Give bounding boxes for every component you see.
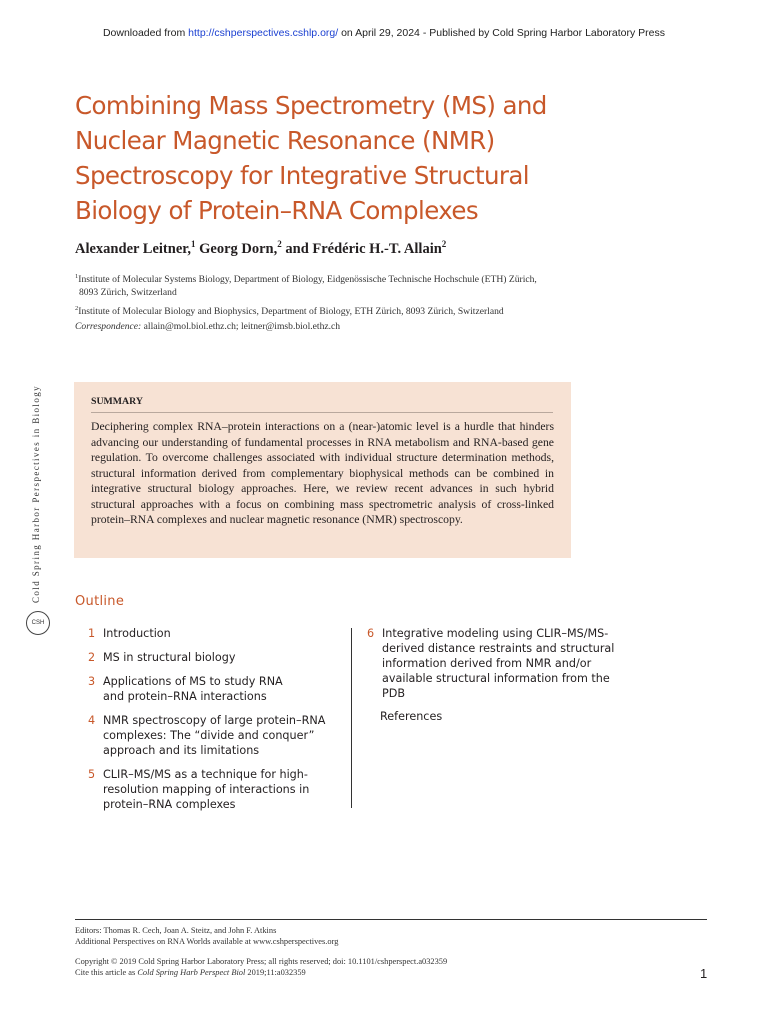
cite-journal: Cold Spring Harb Perspect Biol [137,968,246,977]
outline-item-number: 4 [88,714,96,727]
outline-item-label: Introduction [103,627,171,640]
journal-sidebar [31,385,45,645]
affil-number: 1 [75,273,79,280]
author-name: Alexander Leitner, [75,240,191,257]
title-line: Combining Mass Spectrometry (MS) and [75,91,547,120]
correspondence-emails[interactable]: allain@mol.biol.ethz.ch; leitner@imsb.biol.ethz.ch [141,321,341,332]
outline-item-number: 1 [88,627,96,640]
outline-references[interactable]: References [380,710,443,723]
outline-item[interactable] [88,674,293,704]
author-list [75,239,446,258]
outline-heading: Outline [75,594,125,609]
outline-item[interactable] [88,650,338,665]
footer-divider [75,919,707,920]
affiliation-1 [75,270,595,299]
outline-item-label: CLIR–MS/MS as a technique for high-resolution mapping of interactions in protein–RNA complexes [103,768,310,811]
title-line: Spectroscopy for Integrative Structural [75,161,530,190]
page-number: 1 [700,966,708,981]
copyright-line: Copyright © 2019 Cold Spring Harbor Laboratory Press; all rights reserved; doi: 10.1101/cshperspect.a032359 [75,957,448,966]
title-line: Biology of Protein–RNA Complexes [75,196,479,225]
outline-item[interactable] [88,767,328,812]
affil-text: Institute of Molecular Biology and Biophysics, Department of Biology, ETH Zürich, 8093 Zürich, Switzerland [78,306,504,318]
csh-logo-icon: CSH [26,611,50,635]
outline-item-label: Applications of MS to study RNA and protein–RNA interactions [103,675,283,703]
outline-item-number: 6 [367,627,375,640]
author-name: and Frédéric H.-T. Allain [281,240,442,257]
outline-item-label: NMR spectroscopy of large protein–RNA complexes: The “divide and conquer” approach and its limitations [103,714,326,757]
author-affil-ref: 1 [191,239,196,249]
outline-item[interactable] [88,626,338,641]
summary-divider [91,412,553,413]
citation-line [75,967,306,978]
author-affil-ref: 2 [441,239,447,249]
summary-text: Deciphering complex RNA–protein interactions on a (near-)atomic level is a hurdle that hinders advancing our understanding of fundamental processes in RNA metabolism and RNA-based gene regulation. To overcome challenges associated with individual structure determination methods, structural information derived from complementary biophysical methods can be combined in integrative structural biology approaches. Here, we review recent advances in such hybrid structural approaches with a focus on combining mass spectrometric analysis of cross-linked protein–RNA complexes and nuclear magnetic resonance (NMR) spectroscopy. [91,420,554,526]
outline-item-number: 5 [88,768,96,781]
article-title [75,88,595,228]
outline-item-label: Integrative modeling using CLIR–MS/MS-derived distance restraints and structural information derived from NMR and/or available structural information from the PDB [382,627,615,700]
affil-text: 8093 Zürich, Switzerland [79,287,177,299]
download-suffix: on April 29, 2024 - Published by Cold Spring Harbor Laboratory Press [338,27,666,39]
title-line: Nuclear Magnetic Resonance (NMR) [75,126,495,155]
outline-item-label: MS in structural biology [103,651,236,664]
outline-column-right [367,626,650,723]
download-link[interactable]: http://cshperspectives.cshlp.org/ [188,27,339,39]
outline-column-left [88,626,338,821]
column-divider [351,628,352,808]
outline-item-number: 3 [88,675,96,688]
author-affil-ref: 2 [277,239,282,249]
affiliation-2 [75,302,595,318]
affil-text: Institute of Molecular Systems Biology, Department of Biology, Eidgenössische Technische Hochschule (ETH) Zürich, [78,274,537,286]
correspondence [75,320,595,333]
outline-item-number: 2 [88,651,96,664]
outline-item[interactable] [367,626,632,701]
additional-perspectives: Additional Perspectives on RNA Worlds available at www.cshperspectives.org [75,937,339,946]
correspondence-label: Correspondence: [75,321,142,332]
journal-name-vertical: Cold Spring Harbor Perspectives in Biology [31,385,41,604]
summary-box [74,382,571,558]
download-notice [0,27,768,39]
cite-prefix: Cite this article as [75,968,138,977]
cite-suffix: 2019;11:a032359 [245,968,306,977]
summary-heading: SUMMARY [91,396,143,407]
download-prefix: Downloaded from [102,27,189,39]
editors-note: Editors: Thomas R. Cech, Joan A. Steitz, and John F. Atkins [75,926,277,935]
outline-item[interactable] [88,713,338,758]
affil-number: 2 [75,305,79,312]
author-name: Georg Dorn, [195,240,278,257]
